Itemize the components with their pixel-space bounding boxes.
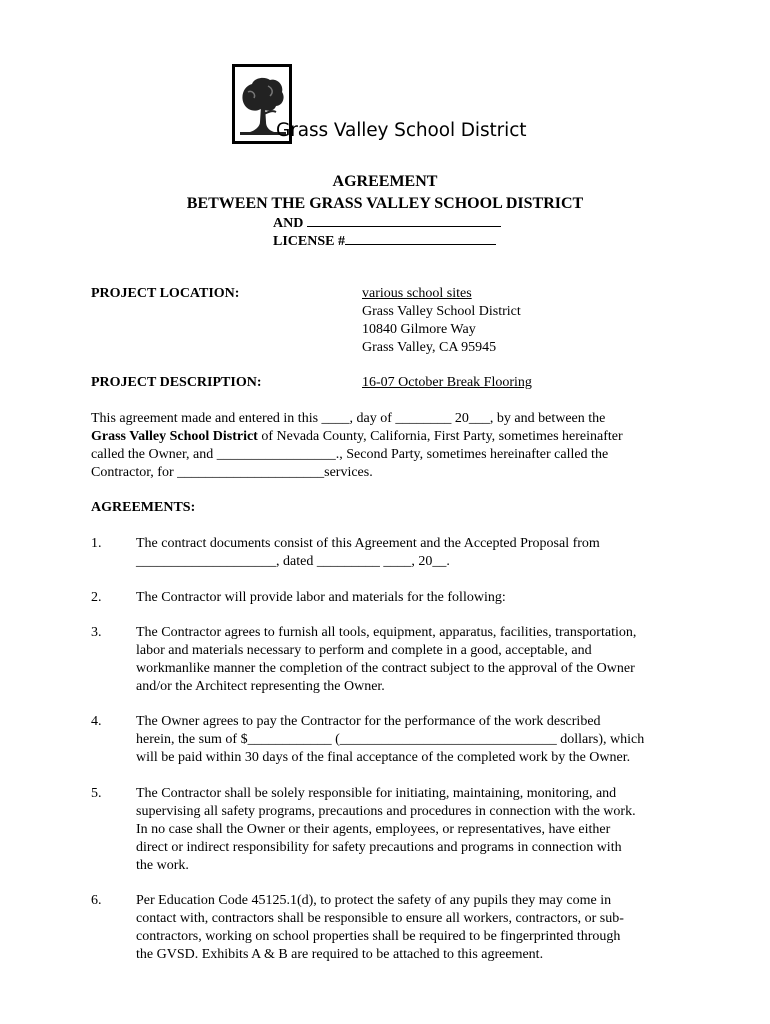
location-line-4: Grass Valley, CA 95945 <box>362 340 497 355</box>
item-4-line-1: The Owner agrees to pay the Contractor for the performance of the work described <box>136 714 601 729</box>
intro-line-4: Contractor, for _____________________services. <box>91 465 373 480</box>
agreement-subtitle: BETWEEN THE GRASS VALLEY SCHOOL DISTRICT <box>186 195 584 212</box>
project-location-label: PROJECT LOCATION: <box>91 286 240 301</box>
item-5-line-1: The Contractor shall be solely responsible for initiating, maintaining, monitoring, and <box>136 786 617 801</box>
license-blank <box>345 232 496 245</box>
and-label: AND <box>273 216 304 231</box>
item-6-line-2: contact with, contractors shall be responsible to ensure all workers, contractors, or sub- <box>136 911 624 926</box>
item-4-line-2: herein, the sum of $____________ (_______________________________ dollars), which <box>136 732 645 747</box>
item-4-line-3: will be paid within 30 days of the final acceptance of the completed work by the Owner. <box>136 750 631 765</box>
and-line <box>273 214 501 233</box>
item-6-number: 6. <box>91 893 102 908</box>
district-name: Grass Valley School District <box>91 429 258 444</box>
item-3-line-3: workmanlike manner the completion of the contract subject to the approval of the Owner <box>136 661 635 676</box>
item-3-line-2: labor and materials necessary to perform and complete in a good, acceptable, and <box>136 643 592 658</box>
item-5-line-5: the work. <box>136 858 189 873</box>
item-4-number: 4. <box>91 714 102 729</box>
item-5-number: 5. <box>91 786 102 801</box>
location-line-2: Grass Valley School District <box>362 304 521 319</box>
item-6-line-4: the GVSD. Exhibits A & B are required to be attached to this agreement. <box>136 947 544 962</box>
agreement-title: AGREEMENT <box>332 173 438 190</box>
intro-line-3: called the Owner, and _________________., Second Party, sometimes hereinafter called the <box>91 447 609 462</box>
location-line-1: various school sites <box>362 286 472 301</box>
project-description-label: PROJECT DESCRIPTION: <box>91 375 262 390</box>
agreements-heading: AGREEMENTS: <box>91 500 196 515</box>
item-1-line-1: The contract documents consist of this Agreement and the Accepted Proposal from <box>136 536 600 551</box>
item-6-line-1: Per Education Code 45125.1(d), to protect the safety of any pupils they may come in <box>136 893 612 908</box>
logo-text: Grass Valley School District <box>276 120 527 141</box>
intro-line-1: This agreement made and entered in this ____, day of ________ 20___, by and between the <box>91 411 606 426</box>
item-5-line-3: In no case shall the Owner or their agents, employees, or representatives, have either <box>136 822 611 837</box>
item-5-line-4: direct or indirect responsibility for safety precautions and programs in connection with <box>136 840 622 855</box>
intro-line-2 <box>91 428 623 446</box>
and-blank <box>307 214 501 227</box>
license-line <box>273 232 496 251</box>
item-2-number: 2. <box>91 590 102 605</box>
item-3-line-1: The Contractor agrees to furnish all tools, equipment, apparatus, facilities, transportation, <box>136 625 637 640</box>
item-1-number: 1. <box>91 536 102 551</box>
license-label: LICENSE # <box>273 234 345 249</box>
project-description-value: 16-07 October Break Flooring <box>362 375 532 390</box>
item-3-line-4: and/or the Architect representing the Owner. <box>136 679 385 694</box>
item-5-line-2: supervising all safety programs, precautions and procedures in connection with the work. <box>136 804 636 819</box>
item-3-number: 3. <box>91 625 102 640</box>
intro-line-2-rest: of Nevada County, California, First Party, sometimes hereinafter <box>257 429 623 444</box>
item-1-line-2: ____________________, dated _________ ____, 20__. <box>136 554 450 569</box>
district-logo <box>232 64 562 148</box>
item-6-line-3: contractors, working on school properties shall be required to be fingerprinted through <box>136 929 621 944</box>
location-line-3: 10840 Gilmore Way <box>362 322 476 337</box>
item-2-line-1: The Contractor will provide labor and materials for the following: <box>136 590 506 605</box>
